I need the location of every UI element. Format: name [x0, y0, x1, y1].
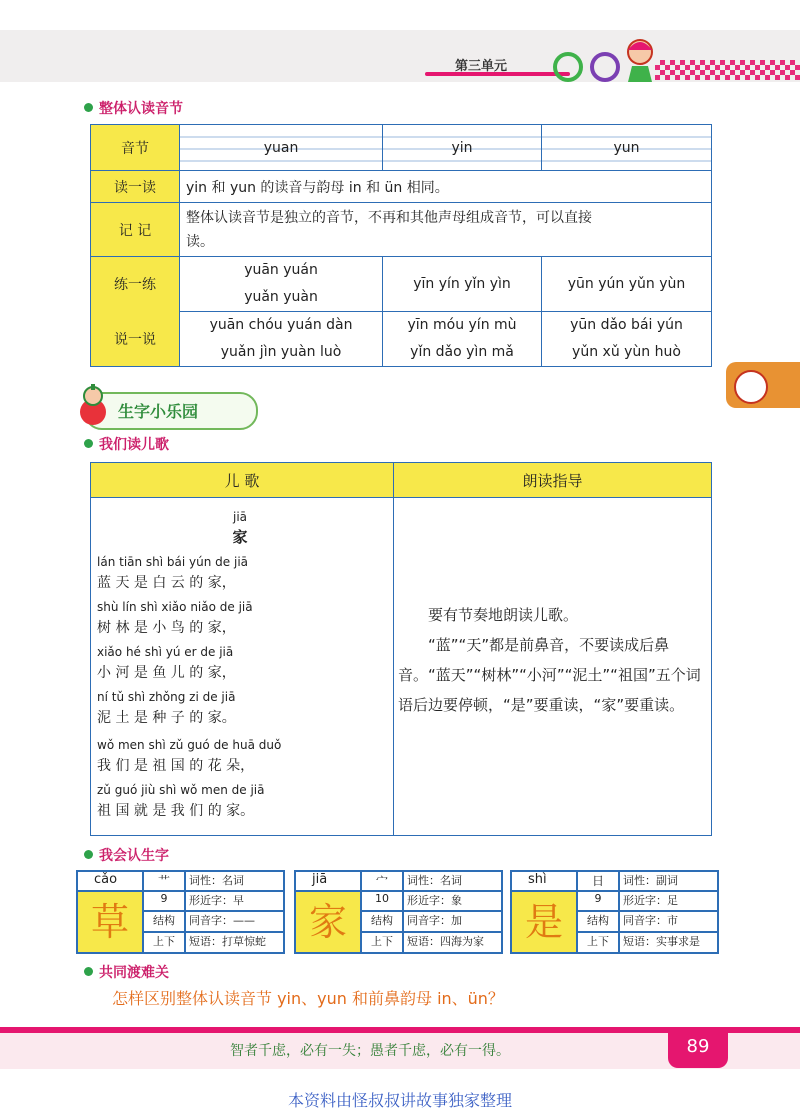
poem-title: 家 — [232, 528, 248, 546]
read-text: yin 和 yun 的读音与韵母 in 和 ün 相同。 — [180, 171, 712, 203]
poem-line: 小 河 是 鱼 儿 的 家， — [97, 665, 236, 681]
credit-text: 本资料由怪叔叔讲故事独家整理 — [287, 1091, 512, 1110]
remember-line: 读。 — [186, 233, 214, 250]
side-tab — [726, 362, 800, 408]
bullet-icon — [84, 967, 93, 976]
remember-line: 整体认读音节是独立的音节，不再和其他声母组成音节，可以直接 — [186, 209, 592, 226]
poem-col-header: 儿 歌 — [91, 463, 394, 498]
syllable-yin: yin — [383, 125, 542, 171]
section-title: 共同渡难关 — [99, 965, 169, 981]
char-big: 草 — [77, 891, 143, 953]
char-homophone: 同音字：加 — [403, 911, 502, 932]
poem-line: 泥 土 是 种 子 的 家。 — [97, 710, 236, 726]
char-similar: 形近字：象 — [403, 891, 502, 911]
char-radical: 艹 — [143, 871, 185, 891]
guide-col-header: 朗读指导 — [394, 463, 712, 498]
char-pos: 词性：副词 — [619, 871, 718, 891]
green-ring-icon — [553, 52, 583, 82]
char-structure-label: 结构 — [361, 911, 403, 932]
char-similar: 形近字：早 — [185, 891, 284, 911]
syllable-yuan: yuan — [180, 125, 383, 171]
cartoon-fox-icon — [734, 370, 768, 404]
char-homophone: 同音字：—— — [185, 911, 284, 932]
poem-line: 我 们 是 祖 国 的 花 朵， — [97, 758, 255, 774]
unit-title: 第三单元 — [455, 59, 508, 74]
footer-motto: 智者千虑，必有一失；愚者千虑，必有一得。 — [230, 1043, 510, 1059]
cartoon-girl-icon — [620, 36, 660, 82]
label-say: 说一说 — [91, 312, 180, 367]
syllable-yun: yun — [542, 125, 712, 171]
practice-cell: yūn yún yǔn yùn — [542, 257, 712, 312]
page-number: 89 — [686, 1036, 710, 1057]
pinyin-line: yuǎn jìn yuàn luò — [220, 344, 342, 360]
challenge-question: 怎样区别整体认读音节 yin、yun 和前鼻韵母 in、ün？ — [112, 989, 504, 1008]
char-radical: 日 — [577, 871, 619, 891]
char-strokes: 9 — [577, 891, 619, 911]
pinyin-line: yǐn dǎo yìn mǎ — [410, 344, 514, 360]
practice-cell: yīn yín yǐn yìn — [383, 257, 542, 312]
char-homophone: 同音字：市 — [619, 911, 718, 932]
label-read: 读一读 — [91, 171, 180, 203]
char-phrase: 短语：打草惊蛇 — [185, 932, 284, 953]
pinyin-line: yǔn xǔ yùn huò — [572, 344, 681, 360]
label-remember: 记 记 — [91, 203, 180, 257]
poem-pinyin: zǔ guó jiù shì wǒ men de jiā — [97, 783, 265, 797]
say-cell — [542, 312, 712, 367]
char-structure: 上下 — [577, 932, 619, 953]
char-pos: 词性：名词 — [185, 871, 284, 891]
char-card-shi — [510, 870, 719, 954]
bullet-icon — [84, 850, 93, 859]
char-structure: 上下 — [143, 932, 185, 953]
char-strokes: 10 — [361, 891, 403, 911]
section-heading-challenge — [84, 962, 169, 982]
char-card-cao — [76, 870, 285, 954]
poem-pinyin: ní tǔ shì zhǒng zi de jiā — [97, 690, 236, 704]
purple-ring-icon — [590, 52, 620, 82]
syllable-table — [90, 124, 712, 367]
poem-line: 蓝 天 是 白 云 的 家， — [97, 575, 236, 591]
section-title: 我们读儿歌 — [99, 437, 169, 453]
say-cell — [383, 312, 542, 367]
section-title: 我会认生字 — [99, 848, 169, 864]
label-syllable: 音节 — [91, 125, 180, 171]
guide-paragraph: 要有节奏地朗读儿歌。 — [428, 606, 579, 624]
poem-pinyin: lán tiān shì bái yún de jiā — [97, 555, 249, 569]
pinyin-line: yuān chóu yuán dàn — [209, 317, 353, 333]
pinyin-line: yūn dǎo bái yún — [570, 317, 683, 333]
char-big: 家 — [295, 891, 361, 953]
reading-guide — [398, 600, 704, 720]
guide-paragraph: “蓝”“天”都是前鼻音，不要读成后鼻音。“蓝天”“树林”“小河”“泥土”“祖国”五个词语后边要停顿，“是”要重读，“家”要重读。 — [398, 636, 701, 714]
practice-cell — [180, 257, 383, 312]
poem-pinyin: wǒ men shì zǔ guó de huā duǒ — [97, 738, 282, 752]
poem-title-pinyin: jiā — [232, 510, 248, 524]
section-heading-poem — [84, 434, 169, 454]
char-phrase: 短语：实事求是 — [619, 932, 718, 953]
char-pos: 词性：名词 — [403, 871, 502, 891]
char-strokes: 9 — [143, 891, 185, 911]
section-heading-chars — [84, 845, 169, 865]
apple-kid-icon — [78, 384, 108, 428]
remember-text — [180, 203, 712, 257]
checker-decoration — [655, 60, 800, 80]
pinyin-line: yīn móu yín mù — [407, 317, 517, 333]
char-phrase: 短语：四海为家 — [403, 932, 502, 953]
char-structure-label: 结构 — [577, 911, 619, 932]
char-radical: 宀 — [361, 871, 403, 891]
section-title: 整体认读音节 — [99, 101, 183, 117]
char-structure-label: 结构 — [143, 911, 185, 932]
label-practice: 练一练 — [91, 257, 180, 312]
char-pinyin: shì — [511, 871, 577, 891]
char-pinyin: cǎo — [77, 871, 143, 891]
poem-line: 祖 国 就 是 我 们 的 家。 — [97, 803, 255, 819]
say-cell — [180, 312, 383, 367]
char-structure: 上下 — [361, 932, 403, 953]
poem-pinyin: xiǎo hé shì yú er de jiā — [97, 645, 234, 659]
char-similar: 形近字：足 — [619, 891, 718, 911]
char-card-jia — [294, 870, 503, 954]
section-heading-syllables — [84, 98, 183, 118]
bullet-icon — [84, 439, 93, 448]
poem-pinyin: shù lín shì xiǎo niǎo de jiā — [97, 600, 253, 614]
poem-line: 树 林 是 小 鸟 的 家， — [97, 620, 236, 636]
badge-text: 生字小乐园 — [118, 402, 199, 421]
char-big: 是 — [511, 891, 577, 953]
char-pinyin: jiā — [295, 871, 361, 891]
pinyin-line: yuān yuán — [244, 262, 318, 278]
pinyin-line: yuǎn yuàn — [244, 289, 318, 305]
bullet-icon — [84, 103, 93, 112]
